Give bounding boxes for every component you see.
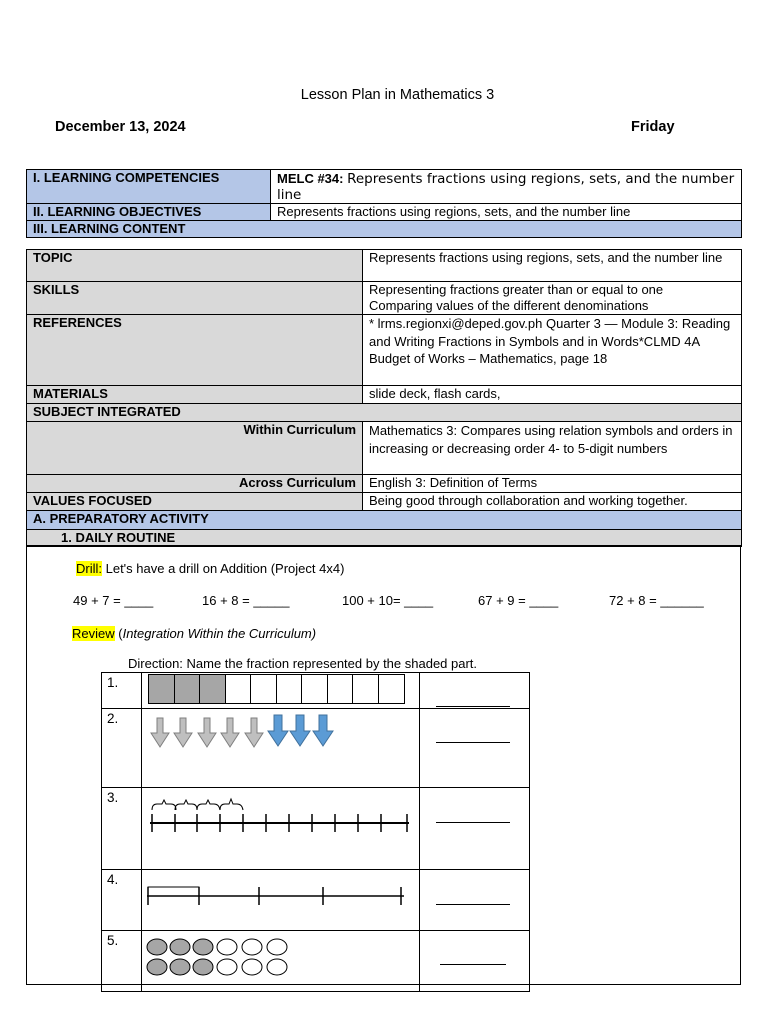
unshaded-circle bbox=[267, 939, 287, 955]
skills-label: SKILLS bbox=[27, 282, 363, 315]
unshaded-box bbox=[327, 674, 354, 704]
skills-line-1: Representing fractions greater than or equal to one bbox=[369, 282, 664, 297]
within-curriculum-text: Mathematics 3: Compares using relation symbols and orders in increasing or decreasing order 4- to 5-digit numbers bbox=[363, 422, 742, 475]
drill-line bbox=[76, 561, 344, 576]
drill-item-4: 67 + 9 = ____ bbox=[478, 593, 559, 608]
review-number-1: 1. bbox=[102, 673, 142, 709]
across-curriculum-label: Across Curriculum bbox=[27, 475, 363, 493]
references-text: * lrms.regionxi@deped.gov.ph Quarter 3 — Module 3: Reading and Writing Fractions in Symbols and in Words*CLMD 4A Budget of Works – Mathematics, page 18 bbox=[363, 315, 742, 386]
number-line-4 bbox=[142, 870, 419, 925]
review-number-5: 5. bbox=[102, 931, 142, 992]
unshaded-box bbox=[378, 674, 405, 704]
shaded-circle bbox=[147, 939, 167, 955]
objectives-text: Represents fractions using regions, sets, and the number line bbox=[271, 204, 742, 221]
shaded-circle bbox=[170, 959, 190, 975]
drill-item-2: 16 + 8 = _____ bbox=[202, 593, 290, 608]
shaded-circle bbox=[193, 959, 213, 975]
learning-content-label: III. LEARNING CONTENT bbox=[27, 221, 742, 238]
skills-line-2: Comparing values of the different denominations bbox=[369, 298, 649, 313]
unshaded-circle bbox=[217, 939, 237, 955]
unshaded-box bbox=[352, 674, 379, 704]
shaded-circle bbox=[193, 939, 213, 955]
shaded-box bbox=[148, 674, 175, 704]
answer-cell-3[interactable] bbox=[420, 788, 530, 870]
melc-description: Represents fractions using regions, sets, and the number line bbox=[277, 171, 735, 203]
references-label: REFERENCES bbox=[27, 315, 363, 386]
values-focused-label: VALUES FOCUSED bbox=[27, 493, 363, 511]
shaded-box bbox=[174, 674, 201, 704]
objectives-label: II. LEARNING OBJECTIVES bbox=[27, 204, 271, 221]
values-focused-text: Being good through collaboration and working together. bbox=[363, 493, 742, 511]
unshaded-circle bbox=[267, 959, 287, 975]
drill-text: Let's have a drill on Addition (Project 4x4) bbox=[102, 561, 345, 576]
gray-arrow bbox=[221, 718, 239, 747]
across-curriculum-text: English 3: Definition of Terms bbox=[363, 475, 742, 493]
review-label: Review bbox=[72, 626, 115, 641]
content-table bbox=[26, 249, 742, 547]
unshaded-box bbox=[225, 674, 252, 704]
unshaded-box bbox=[301, 674, 328, 704]
shaded-box bbox=[199, 674, 226, 704]
drill-label: Drill: bbox=[76, 561, 102, 576]
topic-text: Represents fractions using regions, sets, and the number line bbox=[363, 250, 742, 282]
answer-cell-5[interactable] bbox=[420, 931, 530, 992]
review-subtitle: Integration Within the Curriculum) bbox=[122, 626, 317, 641]
blue-arrow bbox=[268, 715, 288, 746]
competencies-text bbox=[271, 170, 742, 204]
skills-text bbox=[363, 282, 742, 315]
gray-arrow bbox=[174, 718, 192, 747]
blue-arrow bbox=[313, 715, 333, 746]
unshaded-box bbox=[250, 674, 277, 704]
drill-item-1: 49 + 7 = ____ bbox=[73, 593, 154, 608]
materials-label: MATERIALS bbox=[27, 386, 363, 404]
answer-cell-4[interactable] bbox=[420, 870, 530, 931]
review-table bbox=[101, 672, 530, 992]
number-line-3 bbox=[142, 788, 419, 864]
lesson-date: December 13, 2024 bbox=[55, 119, 186, 135]
shaded-circle bbox=[147, 959, 167, 975]
shaded-circle bbox=[170, 939, 190, 955]
subject-integrated-label: SUBJECT INTEGRATED bbox=[27, 404, 742, 422]
answer-cell-1[interactable] bbox=[420, 673, 530, 709]
daily-routine-label: 1. DAILY ROUTINE bbox=[27, 530, 742, 547]
fraction-set-circles bbox=[142, 931, 419, 986]
preparatory-activity-label: A. PREPARATORY ACTIVITY bbox=[27, 511, 742, 530]
blue-arrow bbox=[290, 715, 310, 746]
gray-arrow bbox=[245, 718, 263, 747]
fraction-region-boxes bbox=[148, 674, 405, 704]
gray-arrow bbox=[198, 718, 216, 747]
review-direction: Direction: Name the fraction represented by the shaded part. bbox=[128, 656, 478, 671]
unshaded-circle bbox=[242, 959, 262, 975]
gray-arrow bbox=[151, 718, 169, 747]
topic-label: TOPIC bbox=[27, 250, 363, 282]
competencies-label: I. LEARNING COMPETENCIES bbox=[27, 170, 271, 204]
fraction-arrows bbox=[142, 709, 419, 782]
drill-item-3: 100 + 10= ____ bbox=[342, 593, 434, 608]
unshaded-box bbox=[276, 674, 303, 704]
document-title: Lesson Plan in Mathematics 3 bbox=[300, 87, 495, 103]
review-line: Review (Integration Within the Curriculum) bbox=[72, 626, 317, 641]
competencies-table bbox=[26, 169, 742, 238]
within-curriculum-label: Within Curriculum bbox=[27, 422, 363, 475]
melc-code: MELC #34: bbox=[277, 171, 344, 186]
review-number-2: 2. bbox=[102, 709, 142, 788]
lesson-day: Friday bbox=[631, 119, 675, 135]
drill-item-5: 72 + 8 = ______ bbox=[609, 593, 704, 608]
unshaded-circle bbox=[242, 939, 262, 955]
review-number-4: 4. bbox=[102, 870, 142, 931]
unshaded-circle bbox=[217, 959, 237, 975]
review-number-3: 3. bbox=[102, 788, 142, 870]
materials-text: slide deck, flash cards, bbox=[363, 386, 742, 404]
answer-cell-2[interactable] bbox=[420, 709, 530, 788]
